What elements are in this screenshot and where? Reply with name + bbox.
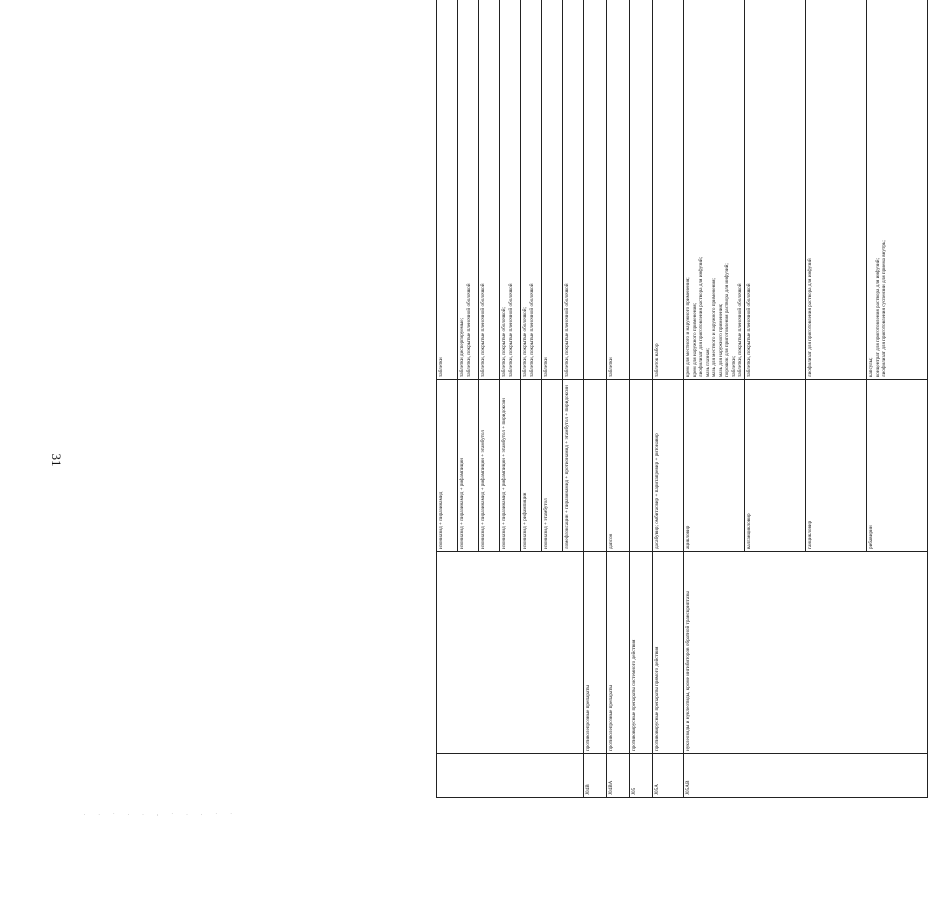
page-content <box>436 0 920 798</box>
drug-name-cell <box>437 380 584 552</box>
atc-code-cell: J05AB <box>684 754 928 798</box>
drug-name: изониазид + этамбутол <box>541 380 562 551</box>
drug-name-cell <box>684 380 928 552</box>
dosage-forms <box>457 0 478 379</box>
dosage-form-line: таблетки, покрытые пленочной оболочкой <box>737 283 743 377</box>
dosage-forms <box>437 0 457 379</box>
drug-name: изониазид + пиразинамид + рифампицин <box>457 380 478 551</box>
dosage-form-line: крем для наружного применения; <box>691 302 698 377</box>
scan-noise: . . · . . , · . . · · <box>84 812 238 817</box>
table-row <box>437 0 584 798</box>
table-row <box>607 0 630 798</box>
dosage-form-line: таблетки, покрытые пленочной оболочкой <box>564 283 570 377</box>
table-body <box>437 0 928 798</box>
anatomical-group-cell: противолепрозные препараты <box>584 552 607 754</box>
drug-table <box>436 0 928 798</box>
dosage-form-line: порошок для приготовления раствора для инфузий; <box>724 263 730 377</box>
dosage-form-line: мазь для местного и наружного применения; <box>711 278 717 377</box>
dosage-form-cell <box>684 0 928 380</box>
drug-name-cell <box>653 380 684 552</box>
table-row <box>584 0 607 798</box>
dosage-form-line: мазь глазная; <box>704 348 711 377</box>
drug-name-cell <box>630 380 653 552</box>
dosage-form-line: лиофилизат для приготовления раствора для инфузий; <box>698 256 704 377</box>
drug-name: изониазид + рифампицин <box>520 380 541 551</box>
drug-name: ацикловир <box>685 525 691 549</box>
dosage-form-line: таблетки; <box>730 355 737 377</box>
atc-code-cell: J04B <box>584 754 607 798</box>
dosage-form-line: лиофилизат для приготовления суспензии для приема внутрь; <box>881 240 887 377</box>
dosage-form-line: таблетки, покрытые оболочкой; <box>522 307 528 377</box>
dosage-form-line: таблетки, покрытые пленочной оболочкой <box>465 283 472 377</box>
dosage-forms <box>478 0 499 379</box>
anatomical-group-cell: противолепрозные препараты <box>607 552 630 754</box>
drug-name <box>584 380 606 551</box>
atc-code-cell: J04BA <box>607 754 630 798</box>
dosage-form-line: мазь для наружного применения; <box>717 303 724 377</box>
dosage-form-line: таблетки диспергируемые; <box>459 317 465 377</box>
atc-code-cell <box>437 754 584 798</box>
table-row <box>630 0 653 798</box>
atc-code-cell: J05 <box>630 754 653 798</box>
anatomical-group-cell: противовирусные препараты прямого действия <box>653 552 684 754</box>
dosage-form-line: таблетки <box>543 357 549 377</box>
anatomical-group-cell: нуклеозиды и нуклеотиды, кроме ингибиторов обратной транскриптазы <box>684 552 928 754</box>
drug-name: дапсон <box>608 533 614 549</box>
dosage-form-cell <box>607 0 630 380</box>
drug-name-cell <box>584 380 607 552</box>
dosage-form-line: таблетки, покрытые пленочной оболочкой <box>480 283 486 377</box>
dosage-form-line: таблетки <box>438 357 444 377</box>
dosage-form-cell <box>653 0 684 380</box>
dosage-forms <box>520 0 541 379</box>
dosage-form-line: таблеток набор <box>654 343 660 377</box>
drug-name: изониазид + пиразинамид + рифампицин + этамбутол <box>478 380 499 551</box>
drug-name: изониазид + пиразинамид <box>438 491 444 549</box>
dosage-form-line: лиофилизат для приготовления раствора для инфузий <box>807 258 813 377</box>
drug-name: рибавирин <box>866 380 927 551</box>
atc-code-cell: J05A <box>653 754 684 798</box>
dosage-forms <box>653 0 683 379</box>
dosage-form-line: таблетки, покрытые оболочкой; <box>501 307 507 377</box>
dosage-forms <box>584 0 606 379</box>
dosage-form-cell <box>437 0 584 380</box>
dosage-forms <box>541 0 562 379</box>
drug-name: изониазид + пиразинамид + рифампицин + этамбутол + пиридоксин <box>499 380 520 551</box>
dosage-form-line: крем для местного и наружного применения; <box>685 277 691 377</box>
page-number: 31 <box>49 453 64 467</box>
dosage-forms <box>805 0 866 379</box>
dosage-form-cell <box>630 0 653 380</box>
dosage-form-line: таблетки, покрытые пленочной оболочкой <box>528 283 535 377</box>
drug-name: валганцикловир <box>744 380 805 551</box>
drug-name <box>630 380 652 551</box>
drug-name: ганцикловир <box>805 380 866 551</box>
dosage-form-line: таблетки, покрытые пленочной оболочкой <box>746 283 752 377</box>
dosage-forms <box>630 0 652 379</box>
anatomical-group-cell: противовирусные препараты системного действия <box>630 552 653 754</box>
dosage-form-cell <box>584 0 607 380</box>
anatomical-group-cell <box>437 552 584 754</box>
drug-name-cell <box>607 380 630 552</box>
dosage-form-line: таблетки, покрытые пленочной оболочкой <box>507 283 514 377</box>
dosage-forms <box>562 0 583 379</box>
dosage-forms <box>499 0 520 379</box>
dosage-form-line: концентрат для приготовления раствора для инфузий; <box>874 257 881 377</box>
dosage-form-line: капсулы; <box>868 357 874 377</box>
table-row <box>684 0 928 798</box>
dosage-forms <box>866 0 927 379</box>
dosage-forms <box>684 0 744 379</box>
drug-name: дасабувир; омбитасвир + паритапревир + ритонавир <box>654 433 660 549</box>
dosage-forms <box>607 0 629 379</box>
dosage-forms <box>744 0 805 379</box>
dosage-form-line: таблетки <box>608 357 614 377</box>
drug-name: ломефлоксацин + пиразинамид + протионамид + этамбутол + пиридоксин <box>562 380 583 551</box>
table-row <box>653 0 684 798</box>
